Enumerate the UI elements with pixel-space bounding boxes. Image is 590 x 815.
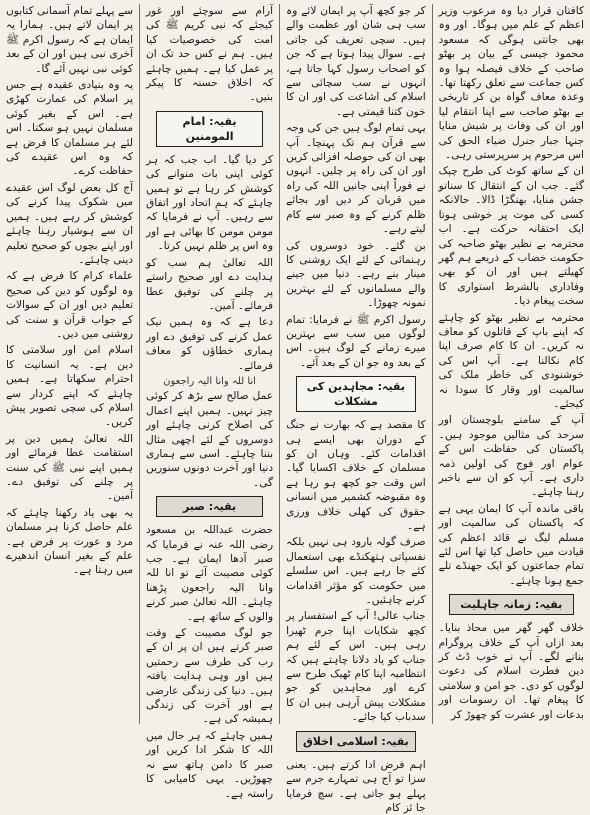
newspaper-page <box>5 4 584 814</box>
paragraph: اللہ تعالیٰ ہمیں دین پر استقامت عطا فرمائے اور ہمیں اپنے نبی ﷺ کی سنت پر چلنے کی توفیق دے۔ آمین۔ <box>5 432 134 503</box>
column-center-left <box>146 4 274 800</box>
paragraph: آرام سے سوچئے اور غور کیجئے کہ نبی کریم ﷺ کی امت کی خصوصیات کیا ہیں۔ ہم نے کس حد تک ان پر عمل کیا ہے۔ ہمیں چاہئے کہ اخلاق حسنہ کا پیکر بنیں۔ <box>146 5 274 104</box>
paragraph: یہ وہ بنیادی عقیدہ ہے جس پر اسلام کی عمارت کھڑی ہے۔ اس کے بغیر کوئی مسلمان نہیں ہو سکتا۔ اس لئے ہر مسلمان کا فرض ہے کہ وہ اس عقیدے کی حفاظت کرے۔ <box>5 79 134 178</box>
column-divider <box>279 4 280 724</box>
paragraph: کر جو کچھ آپ پر ایمان لائے وہ سب ہی شان اور عظمت والے ہیں۔ سچی تعریف کی جاتی ہے۔ سوال پیدا ہوتا ہے کہ جن کو اصحاب رسول کہا جاتا ہے، انہوں نے سب سچائی سے اسلام کی اشاعت کی اور ان کا خون کتنا قیمتی ہے۔ <box>286 5 426 118</box>
paragraph: محترمہ بے نظیر بھٹو کو چاہئے کہ اپنے باپ کے قاتلوں کو معاف نہ کریں۔ ان کا کام صرف اپنا کام نکالنا ہے۔ آپ اس کی خوشنودی کی خاطر ملک کی سالمیت اور وقار کا سودا نہ کیجئے۔ <box>438 311 584 410</box>
paragraph: اہم فرض ادا کرتے ہیں۔ یعنی سزا تو آج ہی تمہارے جرم سے پہلے ہو جاتی ہے۔ سچ فرمایا جا ئز کام <box>286 758 426 814</box>
paragraph: علماء کرام کا فرض ہے کہ وہ لوگوں کو دین کی صحیح تعلیم دیں اور ان کے سوالات کے جواب قرآن و سنت کی روشنی میں دیں۔ <box>5 270 134 340</box>
paragraph: سے پہلے تمام آسمانی کتابوں پر ایمان لاتے ہیں۔ ہمارا یہ ایمان ہے کہ رسول اکرم ﷺ آخری نبی ہیں اور ان کے بعد کوئی نبی نہیں آئے گا۔ <box>5 5 134 75</box>
paragraph: یہ بھی یاد رکھنا چاہئے کہ علم حاصل کرنا ہر مسلمان مرد و عورت پر فرض ہے۔ علم کے بغیر انسان اندھیرے میں رہتا ہے۔ <box>5 506 134 577</box>
paragraph: دعا ہے کہ وہ ہمیں نیک عمل کرنے کی توفیق دے اور ہماری خطاؤں کو معاف فرمائے۔ <box>146 316 274 372</box>
paragraph: بن گئے۔ خود دوسروں کی رہنمائی کے لئے ایک روشنی کا مینار بنے رہے۔ دنیا میں جینے والے مسلمانوں کے لئے بہترین نمونہ چھوڑا۔ <box>286 239 426 310</box>
paragraph: خلاف گھر گھر میں محاذ بنایا۔ بعد ازاں آپ کے خلاف پروگرام بنانے لگے۔ آپ نے خوب ڈٹ کر دین فطرت اسلام کی دعوت لوگوں کو دی۔ جو امن و سلامتی کا پیغام تھا۔ ان رسومات اور بدعات اور عشرت کو چھوڑ کر <box>438 622 584 721</box>
paragraph: کافتان قرار دیا وہ مرعوب وزیر اعظم کے علم میں ہوگا۔ اور وہ بھی جانتی ہوگی کہ مسعود محمود جیسی کے بیان پر بھٹو صاحب کے خلاف فیصلہ ہوا وہ کس جماعت سے تعلق رکھتا تھا۔ وعدہ معاف گواہ بن کر تاریخی بے بھٹو صاحب سے اپنا انتقام لیا اور ان کی وفات پر شیش منایا جنہا جبار جنرل ضیاء الحق کی اس مرحوم پر سرپرستی رہی۔ <box>438 5 584 162</box>
paragraph: صرف گولہ بارود ہی نہیں بلکہ نفسیاتی ہتھکنڈے بھی استعمال کئے جا رہے ہیں۔ اس سلسلے میں حکومت کو مؤثر اقدامات کرنے چاہئیں۔ <box>286 536 426 607</box>
paragraph: جو لوگ مصیبت کے وقت صبر کرتے ہیں ان پر ان کے رب کی طرف سے رحمتیں ہیں اور وہی ہدایت یافتہ ہیں۔ دنیا کی زندگی عارضی ہے اور آخرت کی زندگی ہمیشہ کی ہے۔ <box>146 627 274 726</box>
paragraph: اسلام امن اور سلامتی کا دین ہے۔ یہ انسانیت کا احترام سکھاتا ہے۔ ہمیں چاہئے کہ اپنے کردار سے اسلام کی سچی تصویر پیش کریں۔ <box>5 344 134 429</box>
paragraph: یہی تمام لوگ ہیں جن کی وجہ سے قرآن ہم تک پہنچا۔ آپ بھی ان کی حوصلہ افزائی کریں اور ان کی راہ پر چلیں۔ انہوں نے فوراً اپنی جانیں اللہ کی راہ میں قربان کر دیں اور بجائے ظلم کرنے کے وہ صبر سے کام لیتے رہے۔ <box>286 122 426 236</box>
column-divider <box>139 4 140 724</box>
paragraph: رسول اکرم ﷺ نے فرمایا: تمام لوگوں میں سب سے بہترین میرے زمانے کے لوگ ہیں۔ اس کے بعد وہ جو ان کے بعد آئے۔ <box>286 313 426 369</box>
paragraph: اللہ تعالیٰ ہم سب کو ہدایت دے اور صحیح راستے پر چلنے کی توفیق عطا فرمائے۔ آمین۔ <box>146 256 274 312</box>
paragraph: کر دیا گیا۔ اب جب کہ ہر کوئی اپنی بات منوانے کی کوشش کر رہا ہے تو ہمیں چاہئے کہ ہم اتحاد اور اتفاق سے رہیں۔ آپ نے فرمایا کہ مومن مومن کا بھائی ہے اور وہ اس پر ظلم نہیں کرتا۔ <box>146 153 274 253</box>
column-divider <box>432 4 433 724</box>
section-header-zamana-jahiliyat: بقیہ: زمانہ جاہلیت <box>449 594 574 615</box>
section-header-mujahideen: بقیہ: مجاہدین کی مشکلات <box>296 376 416 412</box>
section-header-islami-akhlaq: بقیہ: اسلامی اخلاق <box>296 731 416 752</box>
paragraph: آج کل بعض لوگ اس عقیدے میں شکوک پیدا کرنے کی کوشش کر رہے ہیں۔ ہمیں ان سے ہوشیار رہنا چاہئے اور اپنے بچوں کو صحیح تعلیم دینی چاہئے۔ <box>5 181 134 266</box>
section-header-sabr: بقیہ: صبر <box>156 496 263 517</box>
paragraph: حضرت عبداللہ بن مسعود رضی اللہ عنہ نے فرمایا کہ صبر آدھا ایمان ہے۔ جب کوئی مصیبت آئے تو انا للہ وانا الیہ راجعون پڑھنا چاہئے۔ اللہ تعالیٰ صبر کرنے والوں کے ساتھ ہے۔ <box>146 524 274 623</box>
paragraph: ان کے ساتھ کوٹ کی طرح چپک گئے۔ جب ان کے انتقال کا سناتو جشن منایا، بھنگڑا ڈالا۔ حالانکہ کسی کی موت پر خوشی ہوتا ایک احتقانہ حرکت ہے۔ اب محترمہ بے نظیر بھٹو صاحبہ کی حکومت خضاب کے ذریعے ہم گھر کھیلتے ہیں اور ان کو بھی وفاداری بالشرط استواری کا سخت پیغام دیا۔ <box>438 165 584 308</box>
paragraph: جناب عالی! آپ کے استفسار پر کچھ شکایات اپنا جرم ٹھیرا رہی ہیں۔ اس کے لئے ہم جناب کو یاد دلانا چاہتے ہیں کہ انتظامیہ اپنا کام ٹھیک طرح سے کرے اور مجاہدین کو جو مشکلات پیش آرہی ہیں ان کا سدباب کیا جائے۔ <box>286 610 426 724</box>
paragraph: ہمیں چاہئے کہ ہر حال میں اللہ کا شکر ادا کریں اور صبر کا دامن ہاتھ سے نہ چھوڑیں۔ یہی کامیابی کا راستہ ہے۔ <box>146 729 274 800</box>
column-left <box>6 4 133 724</box>
column-right <box>439 4 584 724</box>
paragraph: آپ کے سامنے بلوچستان اور سرحد کی مثالیں موجود ہیں۔ پاکستان کی حفاظت اس کے عوام اور فوج کی اولین ذمہ داری ہے۔ آپ کو ان سے باخبر رہنا چاہئے۔ <box>438 414 584 499</box>
column-center-right <box>286 4 426 814</box>
paragraph: باقی ماندہ آپ کا ایمان یہی ہے کہ پاکستان کی سالمیت اور مسلم لیگ نے قائد اعظم کی قیادت میں حاصل کیا تھا اس لئے تمام جماعتوں کو ایک جھنڈے تلے جمع ہونا چاہئے۔ <box>438 502 584 587</box>
section-header-imam-ul-momineen: بقیہ: امام المومنین <box>156 111 263 147</box>
paragraph: کا مقصد ہے کہ بھارت نے جنگ کے دوران بھی ایسے ہی اقدامات کئے۔ وہاں ان کو مسلمان کے خلاف اکسایا گیا۔ اس وقت جو کچھ ہو رہا ہے وہ مقبوضہ کشمیر میں انسانی حقوق کی کھلی خلاف ورزی ہے۔ <box>286 419 426 532</box>
signature-line: انا للہ وانا الیہ راجعون <box>163 375 256 387</box>
paragraph: عمل صالح سے بڑھ کر کوئی چیز نہیں۔ ہمیں اپنے اعمال کی اصلاح کرنی چاہئے اور دوسروں کے لئے اچھی مثال بننا چاہئے۔ اسی سے ہماری دنیا اور آخرت دونوں سنوریں گی۔ <box>146 390 274 489</box>
